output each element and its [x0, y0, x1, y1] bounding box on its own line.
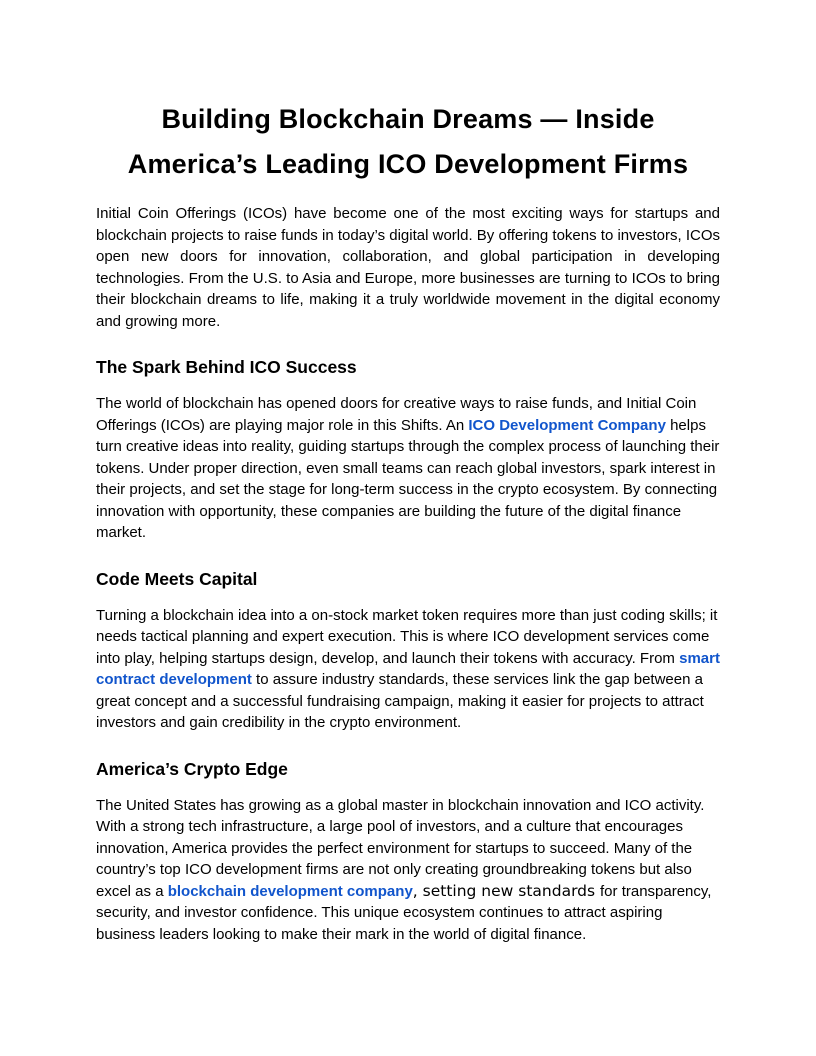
smart-contract-development-link[interactable]: smart contract development [96, 649, 720, 688]
paragraph-text-alt-font: , setting new standards [412, 881, 601, 900]
paragraph-text-before: Turning a blockchain idea into a on-stock market token requires more than just coding skills; it needs tactical planning and expert execution. This is where ICO development services come into play, helping startups design, develop, and launch their tokens with accuracy. From [96, 606, 718, 667]
page-title [96, 97, 720, 187]
paragraph-text-after: for transparency, security, and investor confidence. This unique ecosystem continues to attract aspiring business leaders looking to make their mark in the world of digital finance. [96, 882, 712, 943]
paragraph-text-after: to assure industry standards, these services link the gap between a great concept and a successful fundraising campaign, making it easier for projects to attract investors and gain credibility in the crypto environment. [96, 671, 704, 731]
page-title-line-1: Building Blockchain Dreams — Inside [161, 104, 655, 134]
paragraph-text-after: helps turn creative ideas into reality, guiding startups through the complex process of launching their tokens. Under proper direction, even small teams can reach global investors, spark interest in their projects, and set the stage for long-term success in the crypto ecosystem. By connecting innovation with opportunity, these companies are building the future of the digital finance market. [96, 416, 720, 541]
section-paragraph-spark [96, 393, 720, 544]
section-heading-spark-behind-ico-success: The Spark Behind ICO Success [96, 357, 357, 377]
section-heading-americas-crypto-edge: America’s Crypto Edge [96, 758, 288, 779]
intro-paragraph: Initial Coin Offerings (ICOs) have become one of the most exciting ways for startups and blockchain projects to raise funds in today’s digital world. By offering tokens to investors, ICOs open new doors for innovation, collaboration, and global participation in developing technologies. From the U.S. to Asia and Europe, more businesses are turning to ICOs to bring their blockchain dreams to life, making it a truly worldwide movement in the digital economy and growing more. [96, 205, 720, 330]
section-paragraph-crypto-edge [96, 795, 720, 946]
section-paragraph-code-meets-capital [96, 605, 720, 734]
page-title-line-2: America’s Leading ICO Development Firms [127, 149, 689, 179]
paragraph-text-before: The United States has growing as a global master in blockchain innovation and ICO activity. With a strong tech infrastructure, a large pool of investors, and a culture that encourages innovation, America provides the perfect environment for startups to succeed. Many of the country’s top ICO development firms are not only creating groundbreaking tokens but also excel as a [96, 796, 705, 900]
paragraph-text-before: The world of blockchain has opened doors for creative ways to raise funds, and Initial Coin Offerings (ICOs) are playing major role in this Shifts. An [96, 395, 697, 434]
blockchain-development-company-link[interactable]: blockchain development company [167, 882, 413, 900]
ico-development-company-link[interactable]: ICO Development Company [468, 416, 666, 434]
section-heading-code-meets-capital: Code Meets Capital [96, 568, 258, 589]
